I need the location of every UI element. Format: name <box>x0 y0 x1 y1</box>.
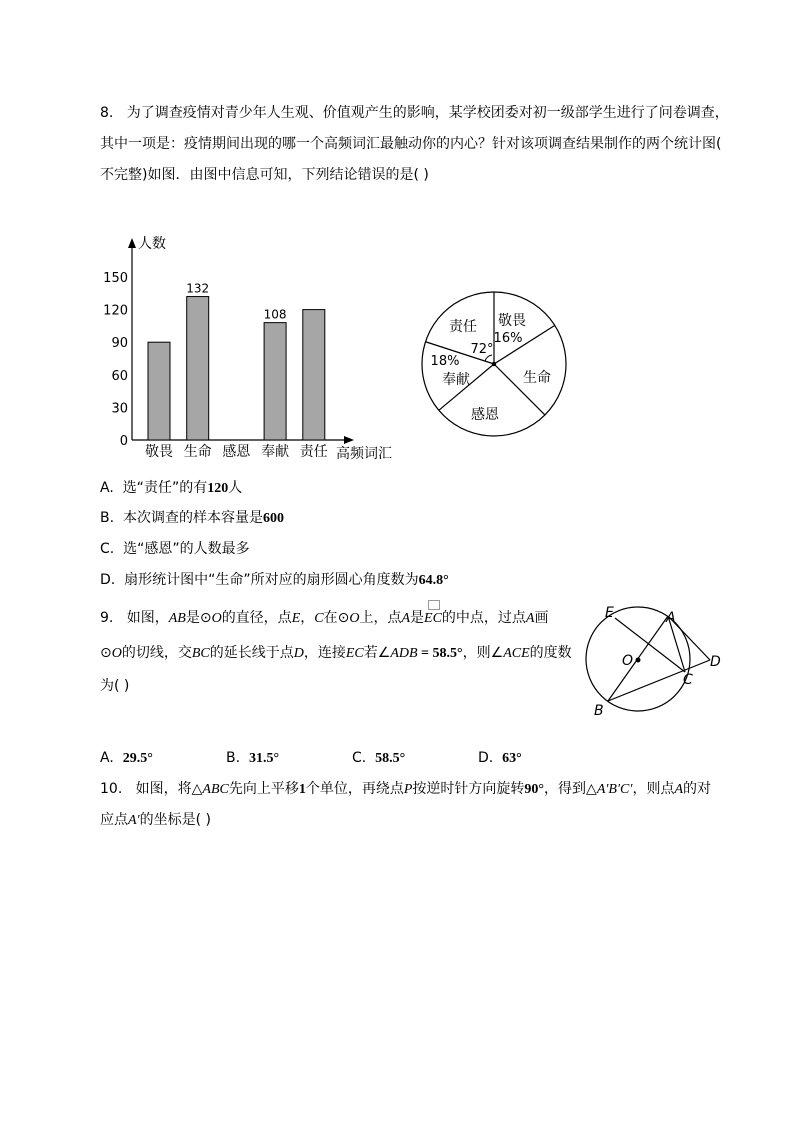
q9-option-b[interactable]: B. 31.5° <box>226 750 280 766</box>
pie-chart <box>414 286 574 446</box>
q10-line1: 10. 如图，将△ABC先向上平移1个单位，再绕点P按逆时针方向旋转90°，得到△A′B′C′，则点A的对 <box>100 781 712 797</box>
q9-option-c[interactable]: C. 58.5° <box>352 750 406 766</box>
y-tick-label: 120 <box>103 303 128 319</box>
category-label: 敬畏 <box>145 444 173 460</box>
q10-line2: 应点A′的坐标是( ) <box>100 812 211 828</box>
bar-生命 <box>187 297 209 440</box>
center-point <box>636 658 641 663</box>
q8-line3 <box>100 165 429 185</box>
slice-label-责任: 责任 <box>449 319 477 335</box>
y-tick-label: 60 <box>111 368 128 384</box>
slice-label-生命: 生命 <box>523 370 551 386</box>
q10-number: 10. <box>100 781 123 797</box>
category-label: 生命 <box>183 444 212 460</box>
x-axis-arrow <box>344 436 354 444</box>
q8-line2 <box>100 134 721 154</box>
slice-percent: 18% <box>430 354 460 369</box>
q8-text-line1: 为了调查疫情对青少年人生观、价值观产生的影响，某学校团委对初一级部学生进行了问卷调查， <box>126 105 729 121</box>
q8-option-c[interactable]: C. 选“感恩”的人数最多 <box>100 541 250 557</box>
q9-number: 9. <box>100 610 114 626</box>
q9-line1: 9. 如图，AB是⊙O的直径，点E，C在⊙O上，点A是 EC的中点，过点A画 <box>100 608 548 629</box>
q9-line2: ⊙O的切线，交BC的延长线于点D，连接EC若∠ADB = 58.5°，则∠ACE的度数 <box>100 645 572 661</box>
x-axis-label: 高频词汇 <box>336 446 392 462</box>
y-tick-label: 30 <box>111 401 128 417</box>
bar-责任 <box>303 310 325 440</box>
slice-angle: 72° <box>470 342 494 357</box>
q9-option-a[interactable]: A. 29.5° <box>100 750 153 766</box>
y-tick-label: 90 <box>111 336 128 352</box>
bar-奉献 <box>264 323 286 440</box>
q8-option-a[interactable]: A. 选“责任”的有120人 <box>100 480 243 496</box>
slice-label-奉献: 奉献 <box>442 372 470 388</box>
label-a: A <box>666 610 676 626</box>
category-label: 感恩 <box>222 444 251 460</box>
q8-number: 8. <box>100 105 114 121</box>
q8-text-line3: 不完整)如图．由图中信息可知，下列结论错误的是( ) <box>100 167 429 183</box>
q8-line1 <box>100 103 729 123</box>
label-o: O <box>622 653 634 669</box>
category-label: 责任 <box>299 444 328 460</box>
y-axis-arrow <box>128 238 136 248</box>
bar-敬畏 <box>148 342 170 440</box>
q9-option-d[interactable]: D. 63° <box>478 750 522 766</box>
y-axis-label: 人数 <box>138 236 166 252</box>
arc-notation: EC <box>424 608 442 629</box>
label-d: D <box>710 654 721 670</box>
y-tick-label: 0 <box>119 434 128 449</box>
pie-center <box>492 362 496 366</box>
q9-line3: 为( ) <box>100 678 130 694</box>
data-label: 108 <box>263 307 287 322</box>
slice-label-敬畏: 敬畏 <box>498 313 526 329</box>
y-tick-label: 150 <box>103 271 128 286</box>
label-e: E <box>605 605 614 621</box>
label-b: B <box>594 703 604 719</box>
slice-percent: 16% <box>493 331 523 346</box>
label-c: C <box>683 672 693 688</box>
q8-option-d[interactable]: D. 扇形统计图中“生命”所对应的扇形圆心角度数为64.8° <box>100 572 449 588</box>
circle-geometry-figure <box>584 602 734 722</box>
data-label: 132 <box>186 281 210 296</box>
category-label: 奉献 <box>261 444 290 460</box>
bar-chart <box>100 232 400 464</box>
q8-text-line2: 其中一项是：疫情期间出现的哪一个高频词汇最触动你的内心？针对该项调查结果制作的两个统计图( <box>100 136 722 152</box>
slice-label-感恩: 感恩 <box>471 407 499 423</box>
q8-option-b[interactable]: B. 本次调查的样本容量是600 <box>100 510 284 526</box>
